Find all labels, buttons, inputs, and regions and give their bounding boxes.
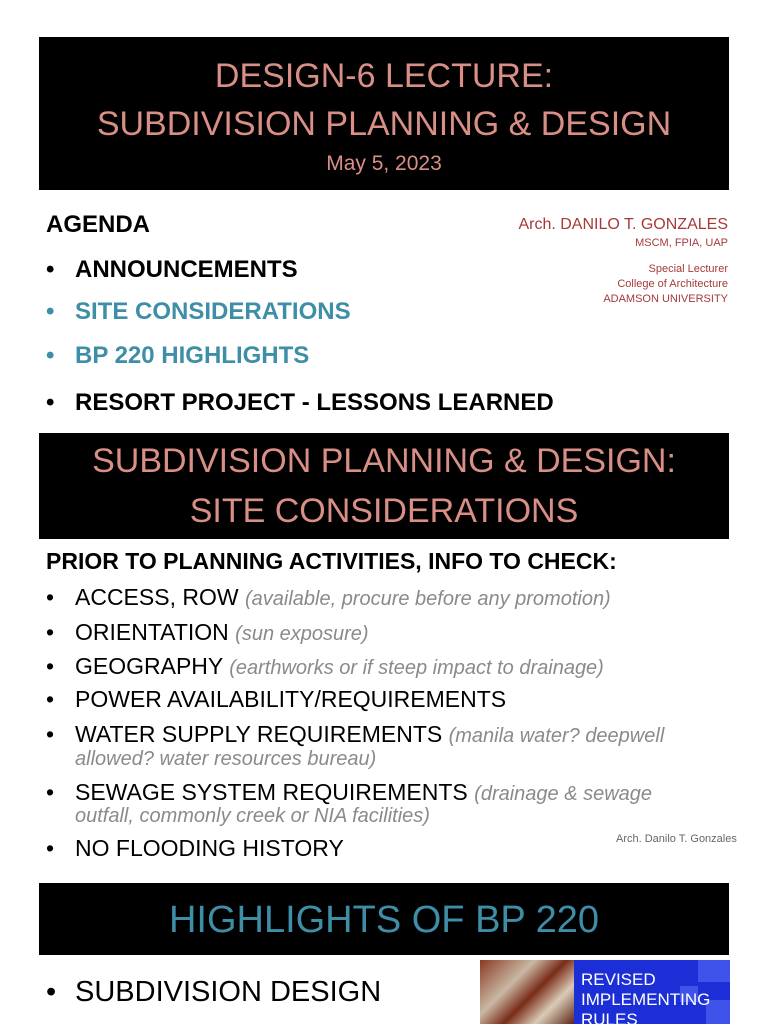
irr-cover-image — [480, 960, 730, 1024]
checklist-item: • GEOGRAPHY (earthworks or if steep impact to drainage) — [46, 653, 604, 679]
agenda-item: • SITE CONSIDERATIONS — [46, 298, 351, 325]
author-college: College of Architecture — [617, 278, 728, 290]
checklist-note-continued: allowed? water resources bureau) — [75, 748, 377, 770]
author-role: Special Lecturer — [648, 263, 728, 275]
section-title-line1: SUBDIVISION PLANNING & DESIGN: — [92, 442, 676, 480]
agenda-item: • BP 220 HIGHLIGHTS — [46, 342, 310, 369]
author-name: Arch. DANILO T. GONZALES — [518, 216, 728, 233]
lecture-title-banner — [39, 37, 729, 190]
cover-text: REVISED IMPLEMENTING RULES — [581, 970, 711, 1024]
bp220-item: • SUBDIVISION DESIGN — [46, 976, 382, 1008]
lecture-title-line1: DESIGN-6 LECTURE: — [214, 57, 554, 95]
author-credentials: MSCM, FPIA, UAP — [635, 237, 728, 249]
bp220-title: HIGHLIGHTS OF BP 220 — [168, 899, 600, 941]
section-title-line2: SITE CONSIDERATIONS — [189, 492, 579, 530]
checklist-item: • NO FLOODING HISTORY — [46, 835, 344, 861]
checklist-item: • WATER SUPPLY REQUIREMENTS (manila water? deepwell — [46, 721, 665, 747]
lecture-date: May 5, 2023 — [326, 152, 442, 175]
checklist-note-continued: outfall, commonly creek or NIA facilities) — [75, 805, 430, 827]
lecture-title-line2: SUBDIVISION PLANNING & DESIGN — [96, 105, 672, 143]
checklist-item: • ACCESS, ROW (available, procure before any promotion) — [46, 584, 611, 610]
checklist-intro: PRIOR TO PLANNING ACTIVITIES, INFO TO CHECK: — [46, 548, 617, 574]
agenda-heading: AGENDA — [46, 211, 151, 238]
agenda-item: • RESORT PROJECT - LESSONS LEARNED — [46, 389, 554, 416]
checklist-item: • POWER AVAILABILITY/REQUIREMENTS — [46, 686, 507, 712]
author-university: ADAMSON UNIVERSITY — [603, 293, 728, 305]
cover-photo — [480, 960, 574, 1024]
checklist-item: • ORIENTATION (sun exposure) — [46, 619, 369, 645]
slide-credit: Arch. Danilo T. Gonzales — [616, 833, 737, 845]
bp220-banner — [39, 883, 729, 955]
checklist-item: • SEWAGE SYSTEM REQUIREMENTS (drainage & sewage — [46, 779, 653, 805]
agenda-item: • ANNOUNCEMENTS — [46, 256, 298, 283]
site-considerations-banner — [39, 433, 729, 539]
